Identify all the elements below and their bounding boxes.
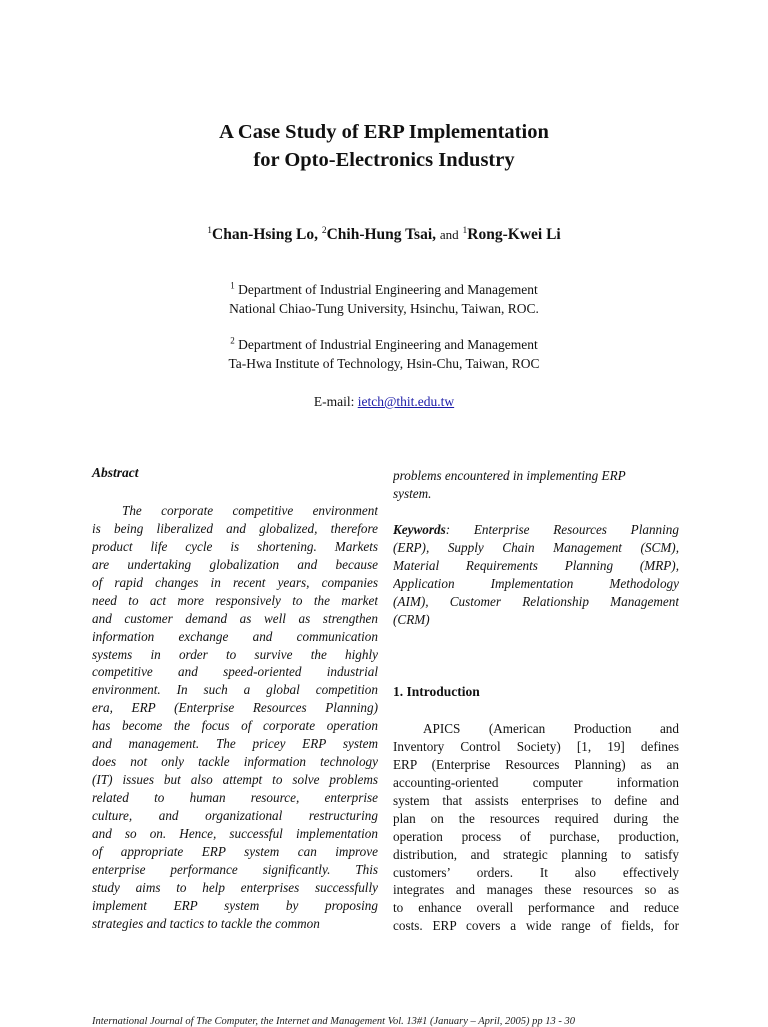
abstract-body — [92, 502, 378, 933]
introduction-line: customers’ orders. It also effectively — [393, 864, 679, 880]
introduction-line: to enhance overall performance and reduce — [393, 900, 679, 916]
abstract-heading: Abstract — [92, 465, 139, 480]
introduction-line: operation process of purchase, production, — [393, 828, 679, 844]
abstract-line: and so on. Hence, successful implementation — [92, 825, 378, 841]
introduction-line: ERP (Enterprise Resources Planning) as an — [393, 756, 679, 772]
keywords-line: (AIM), Customer Relationship Management — [393, 593, 679, 609]
author-affiliation-marker: 1 — [207, 225, 212, 236]
abstract-continuation — [393, 467, 679, 503]
affiliation-institution: National Chiao-Tung University, Hsinchu, Taiwan, ROC. — [229, 300, 539, 316]
affiliation-department: Department of Industrial Engineering and Management — [238, 282, 538, 297]
abstract-line: does not only tackle information technology — [92, 754, 378, 770]
author-affiliation-marker: 2 — [321, 225, 327, 236]
abstract-line: is being liberalized and globalized, therefore — [92, 520, 378, 536]
affiliation-marker: 1 — [230, 280, 235, 291]
author-name: Rong-Kwei Li — [467, 226, 561, 243]
abstract-line: has become the focus of corporate operation — [92, 718, 378, 734]
affiliation-institution: Ta-Hwa Institute of Technology, Hsin-Chu, Taiwan, ROC — [228, 355, 540, 371]
abstract-line: system. — [393, 485, 432, 501]
abstract-line: problems encountered in implementing ERP — [393, 468, 626, 483]
section-heading-introduction: 1. Introduction — [393, 684, 480, 699]
abstract-line: The corporate competitive environment — [122, 503, 378, 518]
paper-title-line: for Opto-Electronics Industry — [253, 149, 515, 171]
affiliation-1 — [0, 281, 768, 318]
keywords-block — [393, 521, 679, 629]
affiliation-2 — [0, 336, 768, 373]
keywords-line: (ERP), Supply Chain Management (SCM), — [393, 539, 679, 555]
email-label: E-mail: — [313, 394, 355, 409]
keywords-text: : Enterprise Resources Planning — [445, 522, 679, 537]
abstract-line: of rapid changes in recent years, companies — [92, 574, 378, 590]
affiliation-marker: 2 — [230, 335, 235, 346]
abstract-line: strategies and tactics to tackle the common — [92, 915, 320, 931]
abstract-line: and customer demand as well as strengthen — [92, 610, 378, 626]
author-affiliation-marker: 1 — [462, 225, 468, 236]
introduction-line: accounting-oriented computer information — [393, 774, 679, 790]
abstract-line: product life cycle is shortening. Markets — [92, 538, 378, 554]
keywords-line: (CRM) — [393, 611, 430, 627]
abstract-line: culture, and organizational restructuring — [92, 807, 378, 823]
paper-title-line: A Case Study of ERP Implementation — [219, 121, 549, 143]
abstract-line: (IT) issues but also attempt to solve problems — [92, 772, 378, 788]
introduction-line: APICS (American Production and — [423, 721, 679, 736]
abstract-line: environment. In such a global competition — [92, 682, 378, 698]
author-conjunction: and — [439, 227, 459, 242]
abstract-line: era, ERP (Enterprise Resources Planning) — [92, 700, 378, 716]
paper-title — [0, 118, 768, 174]
abstract-line: systems in order to survive the highly — [92, 646, 378, 662]
abstract-line: are undertaking globalization and because — [92, 556, 378, 572]
abstract-line: enterprise performance significantly. This — [92, 861, 378, 877]
author-name: Chih-Hung Tsai, — [326, 226, 437, 243]
abstract-line: of appropriate ERP system can improve — [92, 843, 378, 859]
abstract-line: competitive and speed-oriented industrial — [92, 664, 378, 680]
contact-email — [0, 394, 768, 410]
introduction-line: plan on the resources required during the — [393, 810, 679, 826]
author-list — [0, 226, 768, 244]
email-link[interactable]: ietch@thit.edu.tw — [357, 394, 455, 409]
keywords-label: Keywords — [393, 522, 446, 537]
affiliation-department: Department of Industrial Engineering and Management — [238, 337, 538, 352]
keywords-line: Material Requirements Planning (MRP), — [393, 557, 679, 573]
abstract-line: and management. The pricey ERP system — [92, 736, 378, 752]
introduction-line: costs. ERP covers a wide range of fields, for — [393, 918, 679, 934]
abstract-line: need to act more responsively to the market — [92, 592, 378, 608]
introduction-body — [393, 720, 679, 935]
keywords-line: Application Implementation Methodology — [393, 575, 679, 591]
introduction-line: distribution, and strategic planning to satisfy — [393, 846, 679, 862]
introduction-line: integrates and manages these resources so as — [393, 882, 679, 898]
abstract-line: related to human resource, enterprise — [92, 790, 378, 805]
introduction-line: system that assists enterprises to define and — [393, 792, 679, 808]
abstract-line: information exchange and communication — [92, 628, 378, 644]
abstract-line: study aims to help enterprises successfully — [92, 879, 378, 895]
author-name: Chan-Hsing Lo, — [212, 226, 318, 243]
abstract-line: implement ERP system by proposing — [92, 897, 378, 913]
journal-footer: International Journal of The Computer, the Internet and Management Vol. 13#1 (January – April, 2005) pp 13 - 30 — [92, 1016, 576, 1027]
introduction-line: Inventory Control Society) [1, 19] defines — [393, 738, 679, 754]
